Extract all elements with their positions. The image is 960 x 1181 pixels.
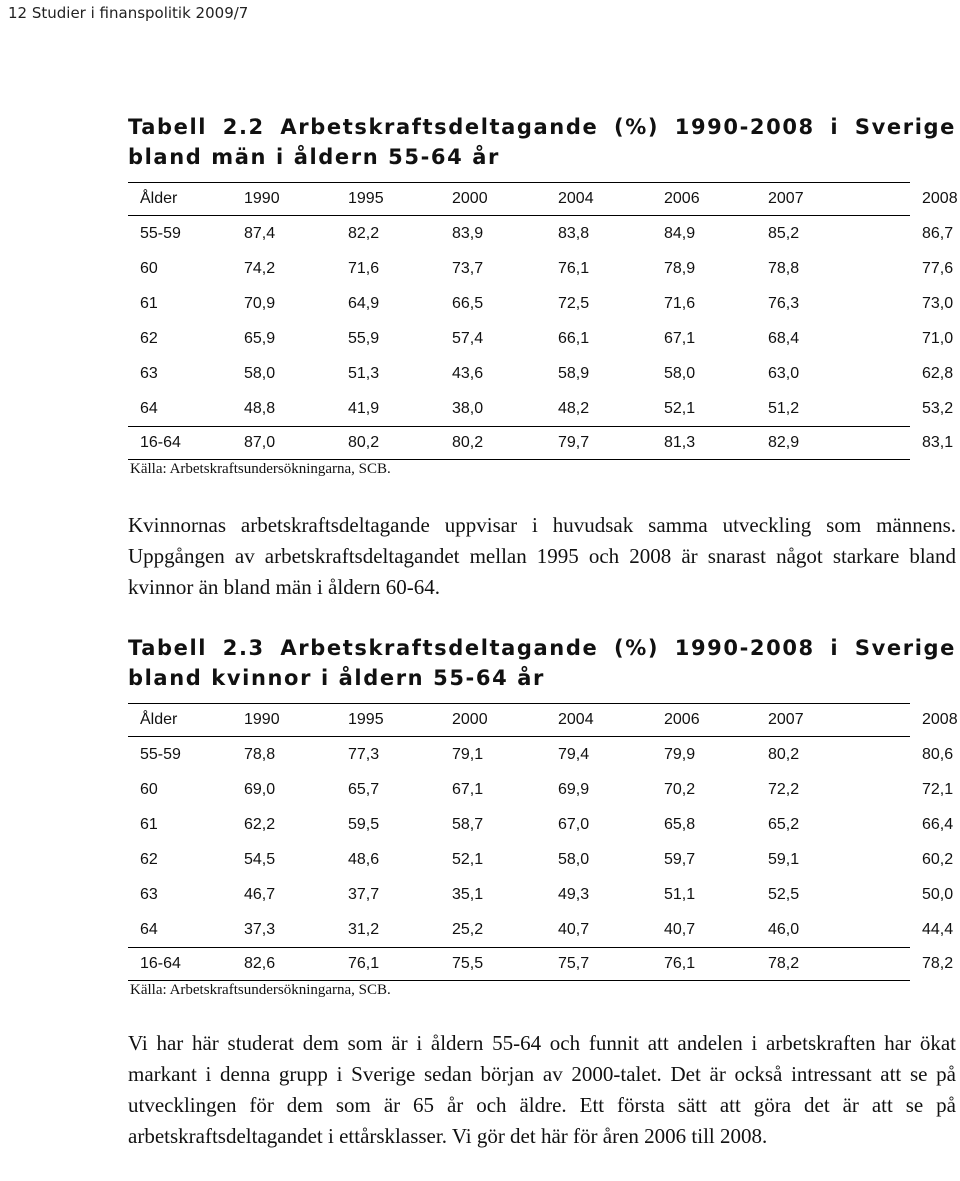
value-cell: 84,9 <box>664 224 696 242</box>
value-cell: 83,9 <box>452 224 484 242</box>
value-cell: 79,1 <box>452 745 484 763</box>
column-header-year: 1990 <box>232 183 336 216</box>
value-cell: 80,2 <box>768 745 800 763</box>
paragraph-block <box>128 510 956 603</box>
value-cell: 87,0 <box>232 427 336 460</box>
value-cell: 69,9 <box>558 780 590 798</box>
value-cell: 74,2 <box>244 259 276 277</box>
table-total-row: 16-64 87,0 80,2 80,2 79,7 81,3 82,9 83,1 <box>128 427 910 460</box>
value-cell: 66,1 <box>558 329 590 347</box>
table-row: 55-59 78,8 77,3 79,1 79,4 79,9 80,2 80,6 <box>128 737 910 773</box>
value-cell: 48,8 <box>244 399 276 417</box>
value-cell: 46,7 <box>244 885 276 903</box>
row-label-cell: 16-64 <box>128 948 232 981</box>
column-header-year: 2004 <box>546 183 652 216</box>
value-cell: 67,0 <box>558 815 590 833</box>
value-cell: 52,1 <box>664 399 696 417</box>
column-header-year: 2000 <box>440 183 546 216</box>
value-cell: 70,9 <box>244 294 276 312</box>
table-row: 64 48,8 41,9 38,0 48,2 52,1 51,2 53,2 <box>128 391 910 427</box>
table-row: 60 69,0 65,7 67,1 69,9 70,2 72,2 72,1 <box>128 772 910 807</box>
table-row: 61 62,2 59,5 58,7 67,0 65,8 65,2 66,4 <box>128 807 910 842</box>
column-header-year: 2007 <box>756 183 910 216</box>
value-cell: 80,2 <box>336 427 440 460</box>
table-row: 62 65,9 55,9 57,4 66,1 67,1 68,4 71,0 <box>128 321 910 356</box>
table-row: 55-59 87,4 82,2 83,9 83,8 84,9 85,2 86,7 <box>128 216 910 252</box>
value-cell: 81,3 <box>652 427 756 460</box>
row-label-cell: 60 <box>140 259 158 277</box>
paragraph-block <box>128 1028 956 1152</box>
column-header-year: 2006 <box>652 183 756 216</box>
value-cell: 59,5 <box>348 815 380 833</box>
value-cell: 76,1 <box>558 259 590 277</box>
table-row: 61 70,9 64,9 66,5 72,5 71,6 76,3 73,0 <box>128 286 910 321</box>
table-header-row: Ålder 1990 1995 2000 2004 2006 2007 2008 <box>128 704 910 737</box>
table-row: 63 58,0 51,3 43,6 58,9 58,0 63,0 62,8 <box>128 356 910 391</box>
value-cell: 70,2 <box>664 780 696 798</box>
row-label-cell: 16-64 <box>128 427 232 460</box>
value-cell: 68,4 <box>768 329 800 347</box>
value-cell: 79,7 <box>546 427 652 460</box>
value-cell: 80,2 <box>440 427 546 460</box>
column-header-year: 2000 <box>440 704 546 737</box>
value-cell: 40,7 <box>558 920 590 938</box>
value-cell: 52,5 <box>768 885 800 903</box>
value-cell: 55,9 <box>348 329 380 347</box>
row-label-cell: 63 <box>140 885 158 903</box>
table-row: 62 54,5 48,6 52,1 58,0 59,7 59,1 60,2 <box>128 842 910 877</box>
value-cell: 73,7 <box>452 259 484 277</box>
value-cell: 37,3 <box>244 920 276 938</box>
table-caption: Tabell 2.3 Arbetskraftsdeltagande (%) 1990-2008 i Sverige bland kvinnor i åldern 55-64 år <box>128 636 956 690</box>
value-cell: 79,9 <box>664 745 696 763</box>
row-label-cell: 55-59 <box>140 745 181 763</box>
value-cell: 41,9 <box>348 399 380 417</box>
row-label-cell: 63 <box>140 364 158 382</box>
data-table <box>128 703 958 981</box>
value-cell: 71,6 <box>348 259 380 277</box>
table-row: 60 74,2 71,6 73,7 76,1 78,9 78,8 77,6 <box>128 251 910 286</box>
column-header-age: Ålder <box>128 183 232 216</box>
value-cell: 49,3 <box>558 885 590 903</box>
body-paragraph: Kvinnornas arbetskraftsdeltagande uppvisar i huvudsak samma utveckling som männens. Uppgången av arbetskraftsdeltagandet mellan 1995 och 2008 är snarast något starkare bland kvinnor än bland män i åldern 60-64. <box>128 513 956 599</box>
value-cell: 67,1 <box>664 329 696 347</box>
table-source: Källa: Arbetskraftsundersökningarna, SCB. <box>130 982 391 998</box>
value-cell: 87,4 <box>244 224 276 242</box>
column-header-year: 2004 <box>546 704 652 737</box>
value-cell: 31,2 <box>348 920 380 938</box>
value-cell: 51,3 <box>348 364 380 382</box>
body-paragraph: Vi har här studerat dem som är i åldern 55-64 och funnit att andelen i arbetskraften har ökat markant i denna grupp i Sverige sedan början av 2000-talet. Det är också intressant att se på utvecklingen för dem som är 65 år och äldre. Ett första sätt att göra det är att se på arbetskraftsdeltagandet i ettårsklasser. Vi gör det här för åren 2006 till 2008. <box>128 1031 956 1148</box>
value-cell: 48,6 <box>348 850 380 868</box>
value-cell: 82,9 <box>756 427 910 460</box>
value-cell: 51,2 <box>768 399 800 417</box>
value-cell: 58,9 <box>558 364 590 382</box>
value-cell: 58,0 <box>244 364 276 382</box>
value-cell: 52,1 <box>452 850 484 868</box>
value-cell: 78,2 <box>756 948 910 981</box>
value-cell: 57,4 <box>452 329 484 347</box>
value-cell: 65,2 <box>768 815 800 833</box>
column-header-age: Ålder <box>128 704 232 737</box>
value-cell: 43,6 <box>452 364 484 382</box>
value-cell: 58,7 <box>452 815 484 833</box>
row-label-cell: 64 <box>140 399 158 417</box>
value-cell: 71,6 <box>664 294 696 312</box>
value-cell: 67,1 <box>452 780 484 798</box>
value-cell: 75,5 <box>440 948 546 981</box>
value-cell: 82,6 <box>232 948 336 981</box>
column-header-year: 2007 <box>756 704 910 737</box>
value-cell: 72,2 <box>768 780 800 798</box>
table-header-row: Ålder 1990 1995 2000 2004 2006 2007 2008 <box>128 183 910 216</box>
value-cell: 65,9 <box>244 329 276 347</box>
value-cell: 76,3 <box>768 294 800 312</box>
column-header-year: 1995 <box>336 183 440 216</box>
value-cell: 58,0 <box>558 850 590 868</box>
value-cell: 79,4 <box>558 745 590 763</box>
value-cell: 76,1 <box>336 948 440 981</box>
table-caption: Tabell 2.2 Arbetskraftsdeltagande (%) 1990-2008 i Sverige bland män i åldern 55-64 år <box>128 115 956 169</box>
value-cell: 72,5 <box>558 294 590 312</box>
value-cell: 25,2 <box>452 920 484 938</box>
table-source: Källa: Arbetskraftsundersökningarna, SCB. <box>130 461 391 477</box>
running-header: 12 Studier i finanspolitik 2009/7 <box>8 4 249 22</box>
value-cell: 37,7 <box>348 885 380 903</box>
value-cell: 83,8 <box>558 224 590 242</box>
column-header-year: 1990 <box>232 704 336 737</box>
value-cell: 46,0 <box>768 920 800 938</box>
value-cell: 66,5 <box>452 294 484 312</box>
value-cell: 78,8 <box>244 745 276 763</box>
value-cell: 48,2 <box>558 399 590 417</box>
value-cell: 77,3 <box>348 745 380 763</box>
table-block-women <box>128 633 956 999</box>
data-table <box>128 182 958 460</box>
table-block-men <box>128 112 956 478</box>
row-label-cell: 55-59 <box>140 224 181 242</box>
value-cell: 35,1 <box>452 885 484 903</box>
column-header-year: 1995 <box>336 704 440 737</box>
table-row: 63 46,7 37,7 35,1 49,3 51,1 52,5 50,0 <box>128 877 910 912</box>
row-label-cell: 61 <box>140 815 158 833</box>
value-cell: 65,7 <box>348 780 380 798</box>
value-cell: 54,5 <box>244 850 276 868</box>
value-cell: 82,2 <box>348 224 380 242</box>
value-cell: 78,8 <box>768 259 800 277</box>
value-cell: 64,9 <box>348 294 380 312</box>
column-header-year: 2006 <box>652 704 756 737</box>
table-total-row: 16-64 82,6 76,1 75,5 75,7 76,1 78,2 78,2 <box>128 948 910 981</box>
value-cell: 59,7 <box>664 850 696 868</box>
value-cell: 65,8 <box>664 815 696 833</box>
value-cell: 58,0 <box>664 364 696 382</box>
row-label-cell: 62 <box>140 329 158 347</box>
value-cell: 69,0 <box>244 780 276 798</box>
value-cell: 63,0 <box>768 364 800 382</box>
row-label-cell: 61 <box>140 294 158 312</box>
row-label-cell: 64 <box>140 920 158 938</box>
value-cell: 51,1 <box>664 885 696 903</box>
table-row: 64 37,3 31,2 25,2 40,7 40,7 46,0 44,4 <box>128 912 910 948</box>
row-label-cell: 62 <box>140 850 158 868</box>
value-cell: 75,7 <box>546 948 652 981</box>
value-cell: 62,2 <box>244 815 276 833</box>
value-cell: 85,2 <box>768 224 800 242</box>
value-cell: 76,1 <box>652 948 756 981</box>
value-cell: 78,9 <box>664 259 696 277</box>
value-cell: 38,0 <box>452 399 484 417</box>
value-cell: 40,7 <box>664 920 696 938</box>
row-label-cell: 60 <box>140 780 158 798</box>
value-cell: 59,1 <box>768 850 800 868</box>
